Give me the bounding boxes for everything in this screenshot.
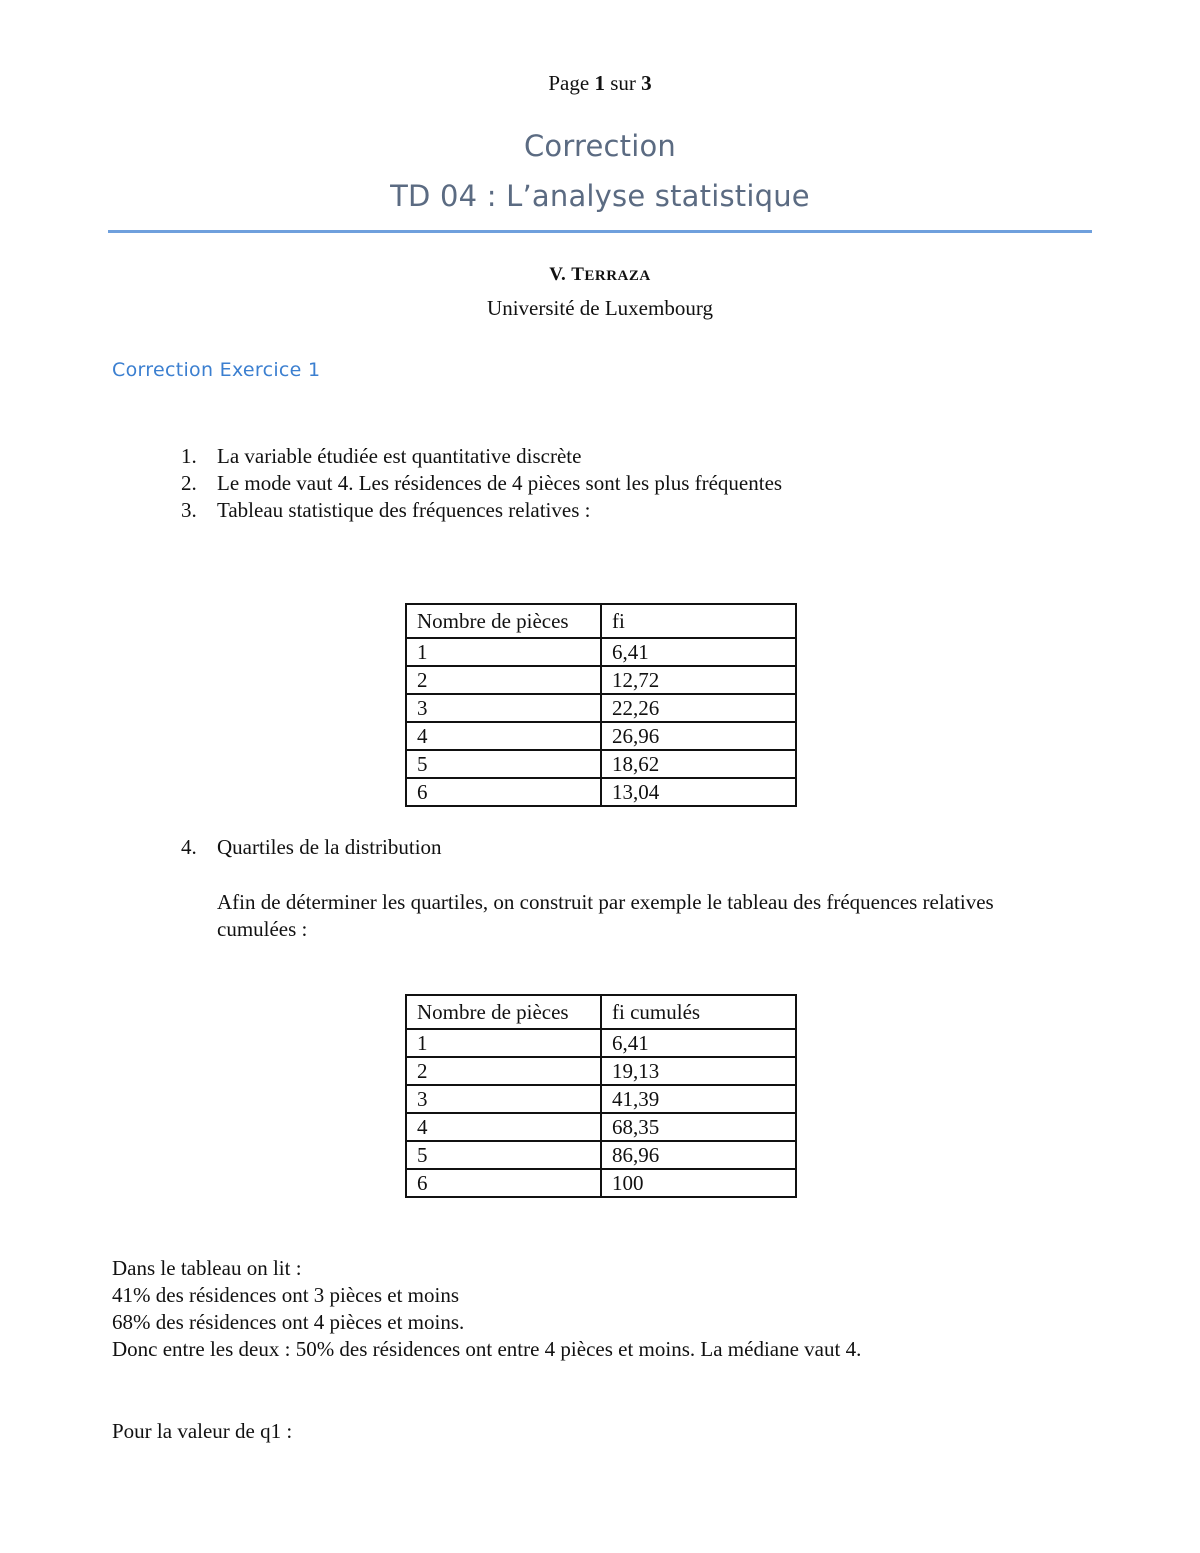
list-item: Tableau statistique des fréquences relatives :: [217, 498, 591, 522]
paragraph-line: Afin de déterminer les quartiles, on construit par exemple le tableau des fréquences relatives: [217, 890, 994, 914]
author-initial: V. T: [549, 264, 585, 285]
list-item-number: 1.: [181, 444, 197, 468]
conclusion-line: Dans le tableau on lit :: [112, 1256, 302, 1280]
table-header-cell: Nombre de pièces: [406, 604, 601, 638]
table-cell: 41,39: [601, 1085, 796, 1113]
list-item-number: 4.: [181, 835, 197, 859]
author-name: ERRAZA: [584, 268, 651, 284]
table-row: [406, 1085, 796, 1113]
table-cell: 5: [406, 750, 601, 778]
document-title: Correction: [523, 129, 677, 163]
title-divider: [108, 230, 1092, 233]
table-cell: 4: [406, 722, 601, 750]
table-row: [406, 1169, 796, 1197]
document-subtitle: TD 04 : L’analyse statistique: [390, 179, 810, 213]
table-cell: 1: [406, 638, 601, 666]
q1-line: Pour la valeur de q1 :: [112, 1419, 293, 1443]
table-cell: 6,41: [601, 638, 796, 666]
table-cell: 100: [601, 1169, 796, 1197]
table-cell: 19,13: [601, 1057, 796, 1085]
table-row: [406, 1113, 796, 1141]
list-item-number: 2.: [181, 471, 197, 495]
table-cell: 6: [406, 778, 601, 806]
table-row: [406, 666, 796, 694]
table-cell: 68,35: [601, 1113, 796, 1141]
conclusion-line: 41% des résidences ont 3 pièces et moins: [112, 1283, 459, 1307]
page-total: 3: [641, 71, 652, 95]
table-row: [406, 694, 796, 722]
table-row: [406, 750, 796, 778]
list-item: Quartiles de la distribution: [217, 835, 442, 859]
table-header-row: [406, 995, 796, 1029]
relative-frequency-table: [405, 603, 797, 807]
table-cell: 86,96: [601, 1141, 796, 1169]
table-cell: 4: [406, 1113, 601, 1141]
table-header-row: [406, 604, 796, 638]
table-cell: 12,72: [601, 666, 796, 694]
table-cell: 18,62: [601, 750, 796, 778]
conclusion-line: Donc entre les deux : 50% des résidences ont entre 4 pièces et moins. La médiane vaut 4.: [112, 1337, 862, 1361]
table-header-cell: fi: [601, 604, 796, 638]
table-row: [406, 1029, 796, 1057]
table-cell: 6,41: [601, 1029, 796, 1057]
table-header-cell: fi cumulés: [601, 995, 796, 1029]
page-prefix: Page: [548, 71, 590, 95]
table-cell: 3: [406, 694, 601, 722]
table-header-cell: Nombre de pièces: [406, 995, 601, 1029]
table-row: [406, 1057, 796, 1085]
table-cell: 3: [406, 1085, 601, 1113]
table-cell: 1: [406, 1029, 601, 1057]
conclusion-line: 68% des résidences ont 4 pièces et moins.: [112, 1310, 465, 1334]
table-cell: 22,26: [601, 694, 796, 722]
page-current: 1: [594, 71, 605, 95]
table-row: [406, 638, 796, 666]
affiliation: Université de Luxembourg: [487, 296, 713, 320]
table-cell: 13,04: [601, 778, 796, 806]
page-sep: sur: [610, 71, 636, 95]
page-number: [0, 71, 1200, 96]
section-heading: Correction Exercice 1: [112, 359, 321, 381]
author: [0, 264, 1200, 286]
list-item-number: 3.: [181, 498, 197, 522]
table-cell: 26,96: [601, 722, 796, 750]
table-row: [406, 722, 796, 750]
table-row: [406, 778, 796, 806]
table-cell: 2: [406, 666, 601, 694]
table-cell: 5: [406, 1141, 601, 1169]
cumulative-frequency-table: [405, 994, 797, 1198]
list-item: La variable étudiée est quantitative discrète: [217, 444, 582, 468]
table-row: [406, 1141, 796, 1169]
table-cell: 6: [406, 1169, 601, 1197]
list-item: Le mode vaut 4. Les résidences de 4 pièces sont les plus fréquentes: [217, 471, 783, 495]
paragraph-line: cumulées :: [217, 917, 308, 941]
table-cell: 2: [406, 1057, 601, 1085]
